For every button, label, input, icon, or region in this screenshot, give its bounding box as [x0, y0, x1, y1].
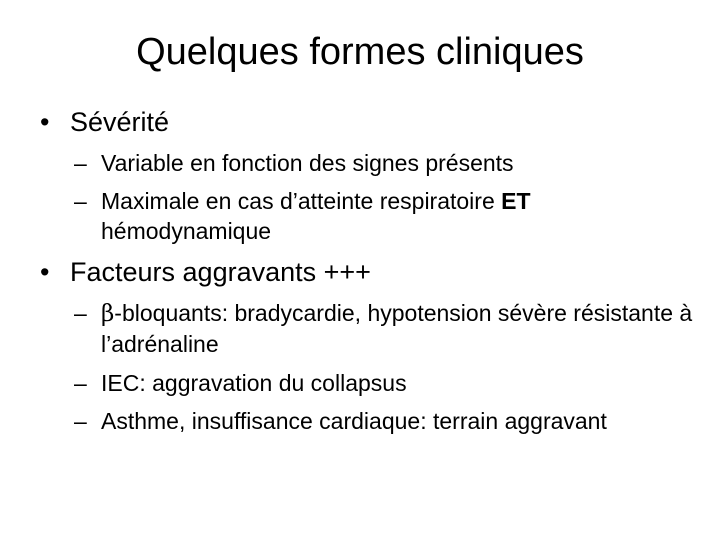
- subitem-text: Asthme, insuffisance cardiaque: terrain aggravant: [101, 408, 607, 434]
- subitem-text-rest: -bloquants: bradycardie, hypotension sévère résistante à l’adrénaline: [101, 300, 693, 357]
- subitem-text: [101, 186, 634, 246]
- subitem-text: [101, 298, 694, 359]
- slide-title: Quelques formes cliniques: [136, 31, 584, 73]
- bullet-marker: •: [40, 257, 50, 287]
- beta-symbol: β: [101, 301, 115, 327]
- heading-severite: Sévérité: [70, 107, 170, 137]
- subitem-text-after: hémodynamique: [101, 218, 272, 244]
- bullet-marker: •: [40, 107, 50, 137]
- subitem-beta-bloquants: [74, 298, 694, 359]
- subitem-asthme: [74, 406, 619, 436]
- dash-marker: –: [74, 150, 87, 176]
- subitem-maximale: [74, 186, 634, 246]
- subitem-variable: [74, 148, 674, 178]
- subitem-text: IEC: aggravation du collapsus: [101, 370, 407, 396]
- heading-facteurs: Facteurs aggravants +++: [70, 257, 371, 287]
- dash-marker: –: [74, 188, 87, 214]
- subitem-text-bold: ET: [501, 188, 531, 214]
- dash-marker: –: [74, 300, 87, 326]
- subitem-text-before: Maximale en cas d’atteinte respiratoire: [101, 188, 502, 214]
- subitem-iec: [74, 368, 674, 398]
- dash-marker: –: [74, 370, 87, 396]
- dash-marker: –: [74, 408, 87, 434]
- subitem-text: Variable en fonction des signes présents: [101, 150, 514, 176]
